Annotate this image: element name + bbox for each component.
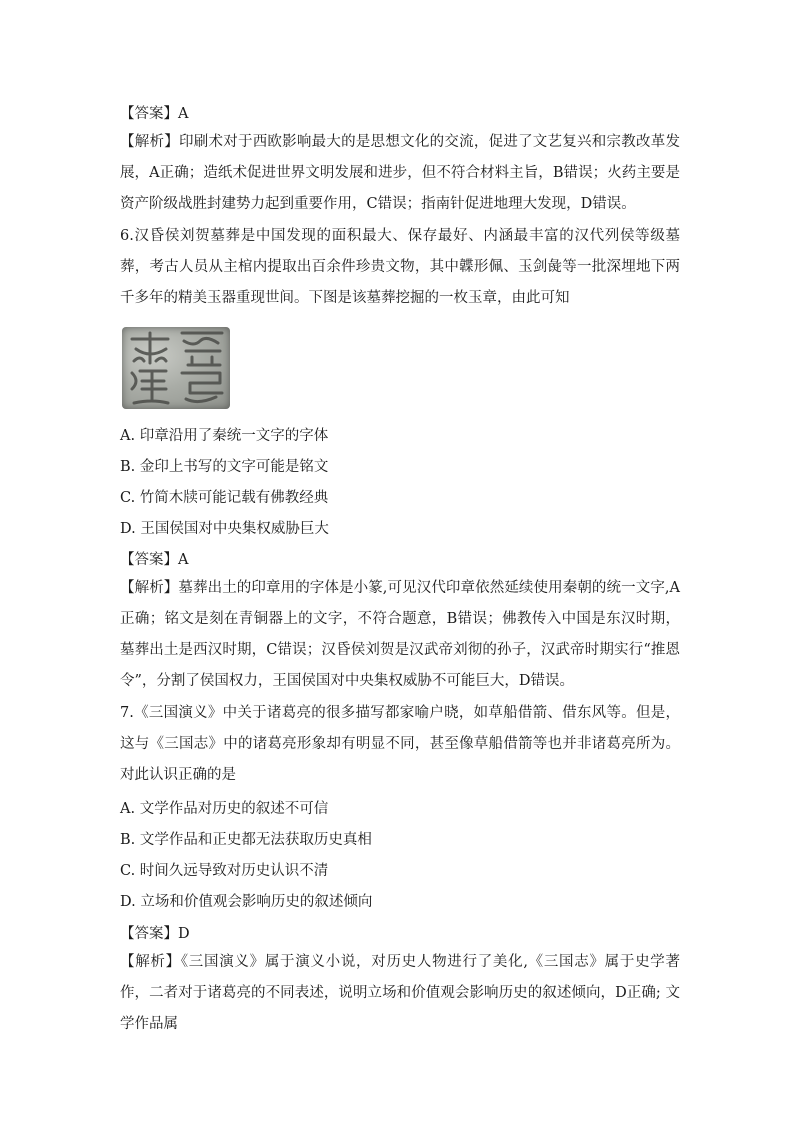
jade-seal-image [122,327,230,409]
q6-option-d: D. 王国侯国对中央集权威胁巨大 [120,521,329,537]
q7-option-b: B. 文学作品和正史都无法获取历史真相 [120,832,372,848]
q6-analysis: 【解析】墓葬出土的印章用的字体是小篆,可见汉代印章依然延续使用秦朝的统一文字,A正确；铭文是刻在青铜器上的文字，不符合题意，B错误；佛教传入中国是东汉时期，墓葬出土是西汉时期，C错误；汉昏侯刘贺是汉武帝刘彻的孙子，汉武帝时期实行“推恩令”，分割了侯国权力，王国侯国对中央集权威胁不可能巨大，D错误。 [120,580,680,689]
q6-option-b: B. 金印上书写的文字可能是铭文 [120,459,329,475]
q6-option-c: C. 竹简木牍可能记载有佛教经典 [120,490,329,506]
q7-answer: 【答案】D [120,926,190,942]
q5-answer: 【答案】A [120,106,189,122]
seal-script-characters [122,327,230,409]
q7-option-a: A. 文学作品对历史的叙述不可信 [120,801,329,817]
q6-option-a: A. 印章沿用了秦统一文字的字体 [120,428,329,444]
q7-option-d: D. 立场和价值观会影响历史的叙述倾向 [120,894,373,910]
q7-analysis: 【解析】《三国演义》属于演义小说，对历史人物进行了美化,《三国志》属于史学著作，二者对于诸葛亮的不同表述，说明立场和价值观会影响历史的叙述倾向，D正确; 文学作品属 [120,954,680,1032]
q5-analysis: 【解析】印刷术对于西欧影响最大的是思想文化的交流，促进了文艺复兴和宗教改革发展，A正确；造纸术促进世界文明发展和进步，但不符合材料主旨，B错误；火药主要是资产阶级战胜封建势力起到重要作用，C错误；指南针促进地理大发现，D错误。 [120,134,680,212]
q7-stem: 7.《三国演义》中关于诸葛亮的很多描写都家喻户晓，如草船借箭、借东风等。但是，这与《三国志》中的诸葛亮形象却有明显不同，甚至像草船借箭等也并非诸葛亮所为。对此认识正确的是 [120,705,680,783]
q6-stem: 6.汉昏侯刘贺墓葬是中国发现的面积最大、保存最好、内涵最丰富的汉代列侯等级墓葬，考古人员从主棺内提取出百余件珍贵文物，其中韘形佩、玉剑彘等一批深埋地下两千多年的精美玉器重现世间。下图是该墓葬挖掘的一枚玉章，由此可知 [120,228,680,306]
q7-option-c: C. 时间久远导致对历史认识不清 [120,863,329,879]
q6-answer: 【答案】A [120,552,189,568]
